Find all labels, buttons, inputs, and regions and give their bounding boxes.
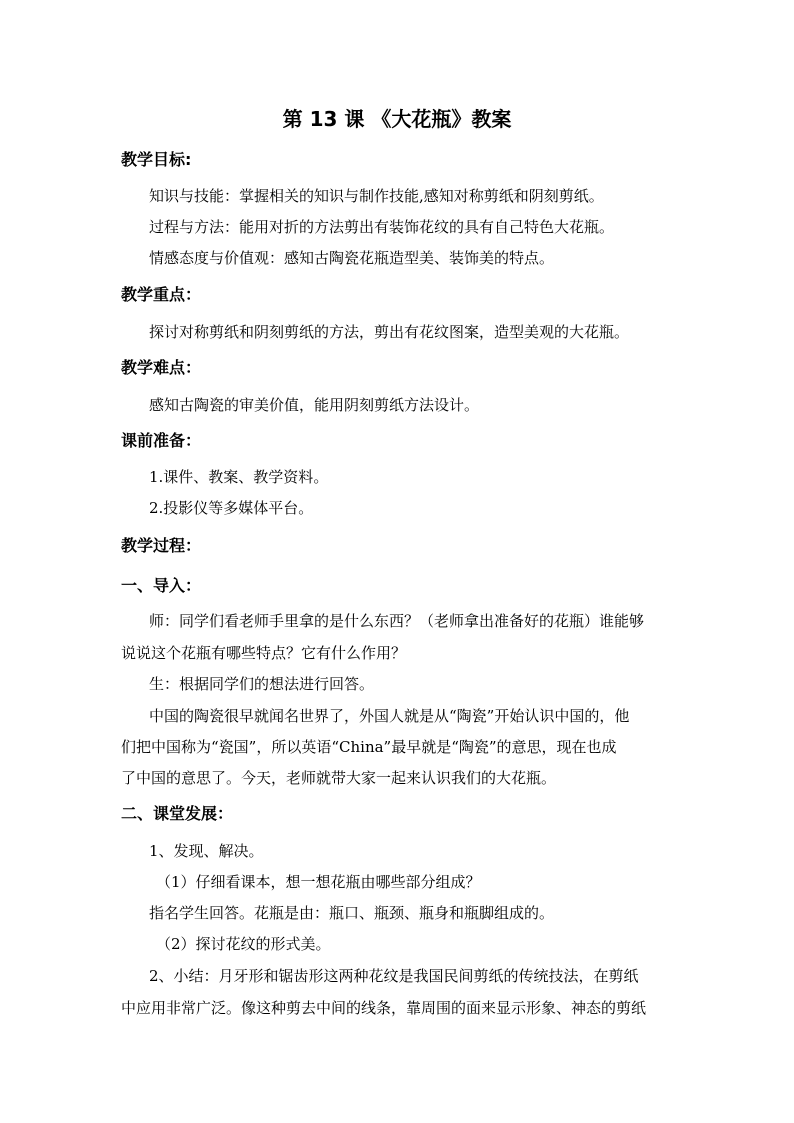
section-heading-difficulties: 教学难点：	[121, 358, 202, 377]
section-heading-process: 教学过程：	[121, 536, 202, 555]
section-heading-preparation: 课前准备：	[121, 431, 202, 450]
paragraph-line: 中应用非常广泛。像这种剪去中间的线条，靠周围的面来显示形象、神态的剪纸	[121, 999, 647, 1017]
section-heading-goals: 教学目标:	[121, 150, 192, 169]
section-heading-intro: 一、导入：	[121, 576, 202, 595]
key-points-text: 探讨对称剪纸和阴刻剪纸的方法，剪出有花纹图案，造型美观的大花瓶。	[149, 323, 630, 341]
paragraph-line: （2）探讨花纹的形式美。	[156, 935, 331, 953]
preparation-item: 1.课件、教案、教学资料。	[149, 468, 329, 486]
difficulties-text: 感知古陶瓷的审美价值，能用阴刻剪纸方法设计。	[149, 396, 480, 414]
paragraph-line: 中国的陶瓷很早就闻名世界了，外国人就是从“陶瓷”开始认识中国的，他	[149, 707, 630, 725]
paragraph-line: 说说这个花瓶有哪些特点？它有什么作用？	[121, 644, 407, 662]
page-title: 第 13 课 《大花瓶》教案	[282, 107, 512, 131]
section-heading-development: 二、课堂发展：	[121, 804, 234, 823]
paragraph-line: 生：根据同学们的想法进行回答。	[149, 675, 375, 693]
paragraph-line: 师：同学们看老师手里拿的是什么东西？（老师拿出准备好的花瓶）谁能够	[149, 612, 645, 630]
goal-item-process: 过程与方法：能用对折的方法剪出有装饰花纹的具有自己特色大花瓶。	[149, 218, 615, 236]
paragraph-line: 2、小结：月牙形和锯齿形这两种花纹是我国民间剪纸的传统技法，在剪纸	[149, 967, 639, 985]
paragraph-line: 1、发现、解决。	[149, 842, 264, 860]
paragraph-line: 们把中国称为“瓷国”，所以英语“China”最早就是“陶瓷”的意思，现在也成	[121, 738, 617, 756]
paragraph-line: 了中国的意思了。今天，老师就带大家一起来认识我们的大花瓶。	[121, 769, 557, 787]
preparation-item: 2.投影仪等多媒体平台。	[149, 499, 314, 517]
section-heading-key-points: 教学重点：	[121, 285, 202, 304]
paragraph-line: （1）仔细看课本，想一想花瓶由哪些部分组成？	[156, 873, 481, 891]
goal-item-attitude: 情感态度与价值观：感知古陶瓷花瓶造型美、装饰美的特点。	[149, 249, 555, 267]
paragraph-line: 指名学生回答。花瓶是由：瓶口、瓶颈、瓶身和瓶脚组成的。	[149, 904, 555, 922]
goal-item-knowledge: 知识与技能：掌握相关的知识与制作技能,感知对称剪纸和阴刻剪纸。	[149, 187, 604, 205]
